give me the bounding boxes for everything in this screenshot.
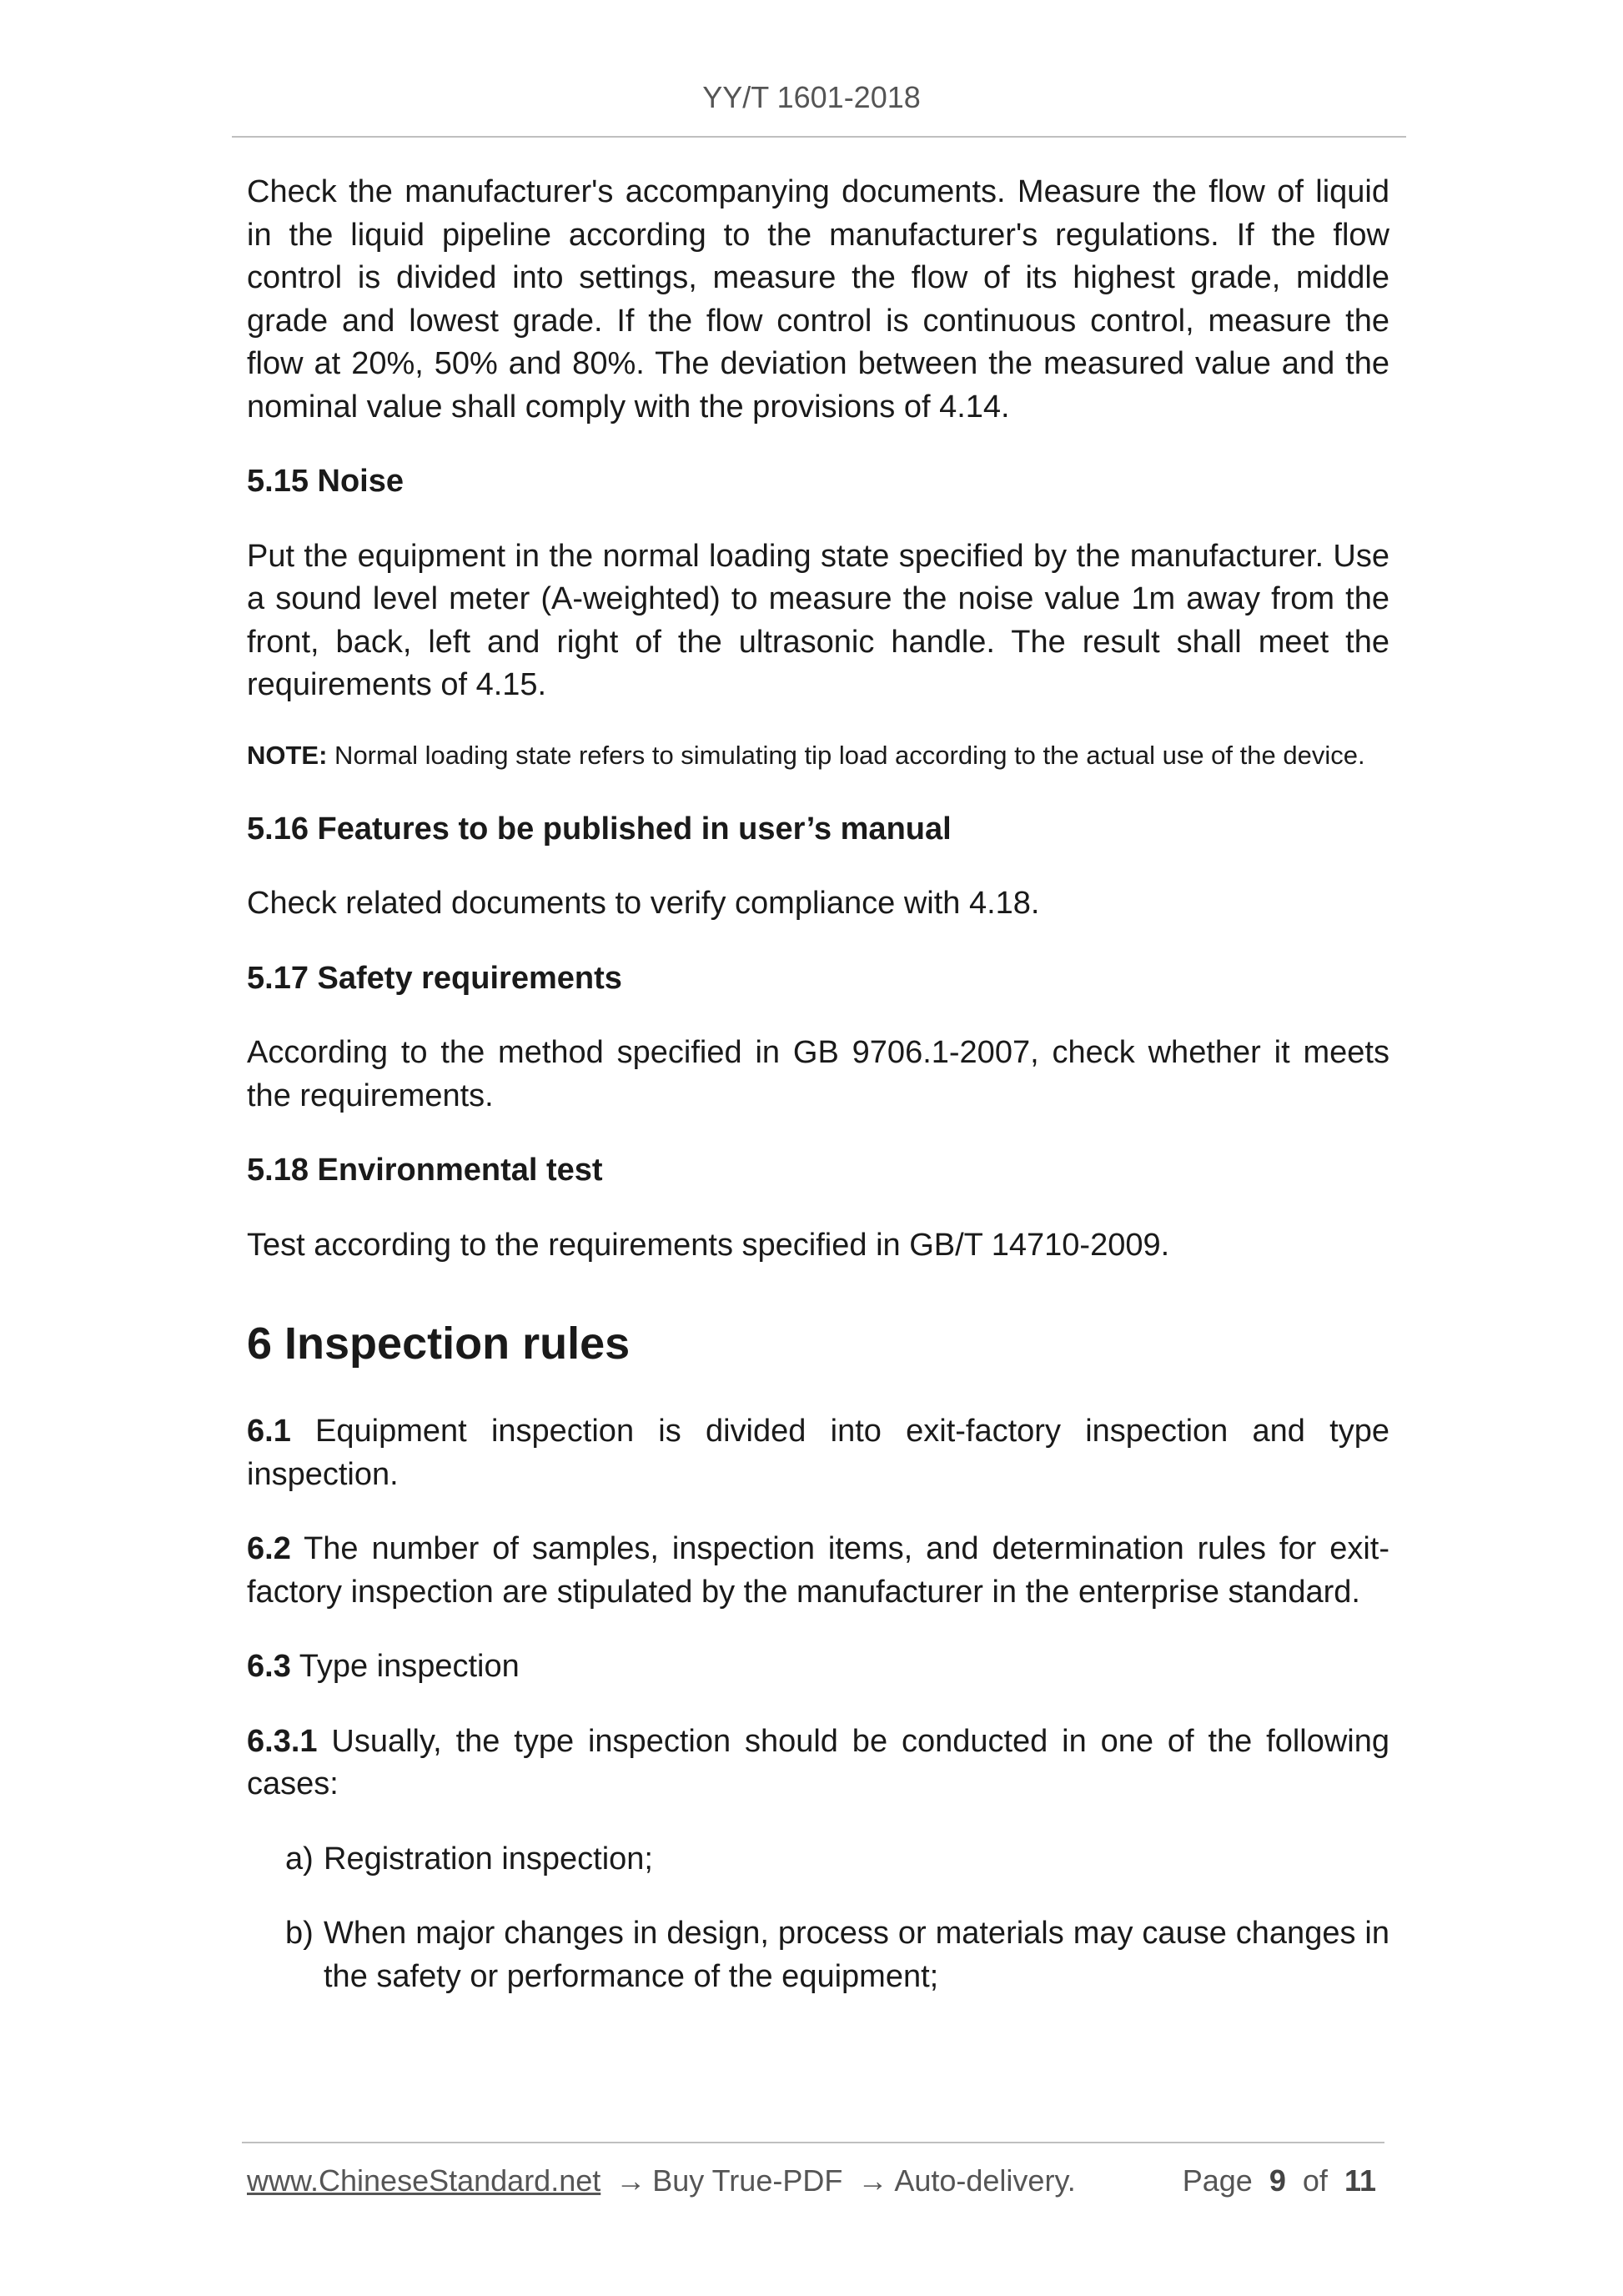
arrow-right-icon: → (616, 2163, 646, 2198)
list-marker: a) (285, 1841, 314, 1876)
clause-number: 6.3.1 (247, 1723, 318, 1759)
document-header-code: YY/T 1601-2018 (702, 80, 921, 114)
section-5-18-heading: 5.18 Environmental test (247, 1153, 603, 1188)
clause-number: 6.2 (247, 1531, 291, 1566)
clause-text: Equipment inspection is divided into exit-factory inspection and type inspection. (247, 1414, 1389, 1492)
page-word: Page (1182, 2163, 1253, 2198)
intro-paragraph: Check the manufacturer's accompanying documents. Measure the flow of liquid in the liquid pipeline according to the manufacturer's regulations. If the flow control is divided into settings, measure the flow of its highest grade, middle grade and lowest grade. If the flow control is continuous control, measure the flow at 20%, 50% and 80%. The deviation between the measured value and the nominal value shall comply with the provisions of 4.14. (247, 174, 1389, 425)
note-text: Normal loading state refers to simulating tip load according to the actual use of the device. (327, 740, 1365, 770)
footer-promo (247, 2163, 1076, 2198)
buy-text: Buy True-PDF (652, 2163, 843, 2198)
footer-divider (242, 2142, 1384, 2143)
section-5-17-heading: 5.17 Safety requirements (247, 960, 622, 996)
list-item (285, 1912, 1389, 1998)
clause-text: Type inspection (290, 1649, 520, 1684)
arrow-right-icon: → (857, 2163, 888, 2198)
website-link[interactable]: www.ChineseStandard.net (247, 2163, 601, 2198)
section-5-17-body: According to the method specified in GB 9706.1-2007, check whether it meets the requirements. (247, 1035, 1389, 1113)
section-5-18-body: Test according to the requirements specified in GB/T 14710-2009. (247, 1227, 1170, 1263)
clause-6-3 (247, 1645, 1389, 1689)
clause-number: 6.3 (247, 1649, 291, 1684)
clause-text: The number of samples, inspection items, and determination rules for exit-factory inspection are stipulated by the manufacturer in the enterprise standard. (247, 1531, 1389, 1610)
section-5-15-heading: 5.15 Noise (247, 464, 404, 499)
note-label: NOTE: (247, 740, 328, 770)
section-5-16-heading: 5.16 Features to be published in user’s manual (247, 811, 952, 847)
list-marker: b) (285, 1916, 314, 1951)
page-total: 11 (1344, 2163, 1376, 2198)
page-indicator (1183, 2163, 1376, 2198)
list-item (285, 1838, 1389, 1882)
delivery-text: Auto-delivery. (894, 2163, 1076, 2198)
of-word: of (1302, 2163, 1328, 2198)
page-current: 9 (1269, 2163, 1286, 2198)
clause-6-3-1 (247, 1721, 1389, 1806)
section-5-15-body: Put the equipment in the normal loading state specified by the manufacturer. Use a sound level meter (A-weighted) to measure the noise value 1m away from the front, back, left and right of the ultrasonic handle. The result shall meet the requirements of 4.15. (247, 538, 1389, 702)
clause-text: Usually, the type inspection should be conducted in one of the following cases: (247, 1723, 1389, 1801)
clause-6-1 (247, 1410, 1389, 1496)
list-text: Registration inspection; (324, 1841, 653, 1876)
section-5-16-body: Check related documents to verify compliance with 4.18. (247, 886, 1040, 921)
section-5-15-note (247, 734, 1389, 776)
header-divider (232, 136, 1406, 138)
section-6-heading: 6 Inspection rules (247, 1319, 631, 1369)
document-body (247, 171, 1389, 2030)
clause-6-2 (247, 1528, 1389, 1614)
clause-number: 6.1 (247, 1414, 291, 1449)
list-text: When major changes in design, process or materials may cause changes in the safety or performance of the equipment; (324, 1916, 1389, 1994)
